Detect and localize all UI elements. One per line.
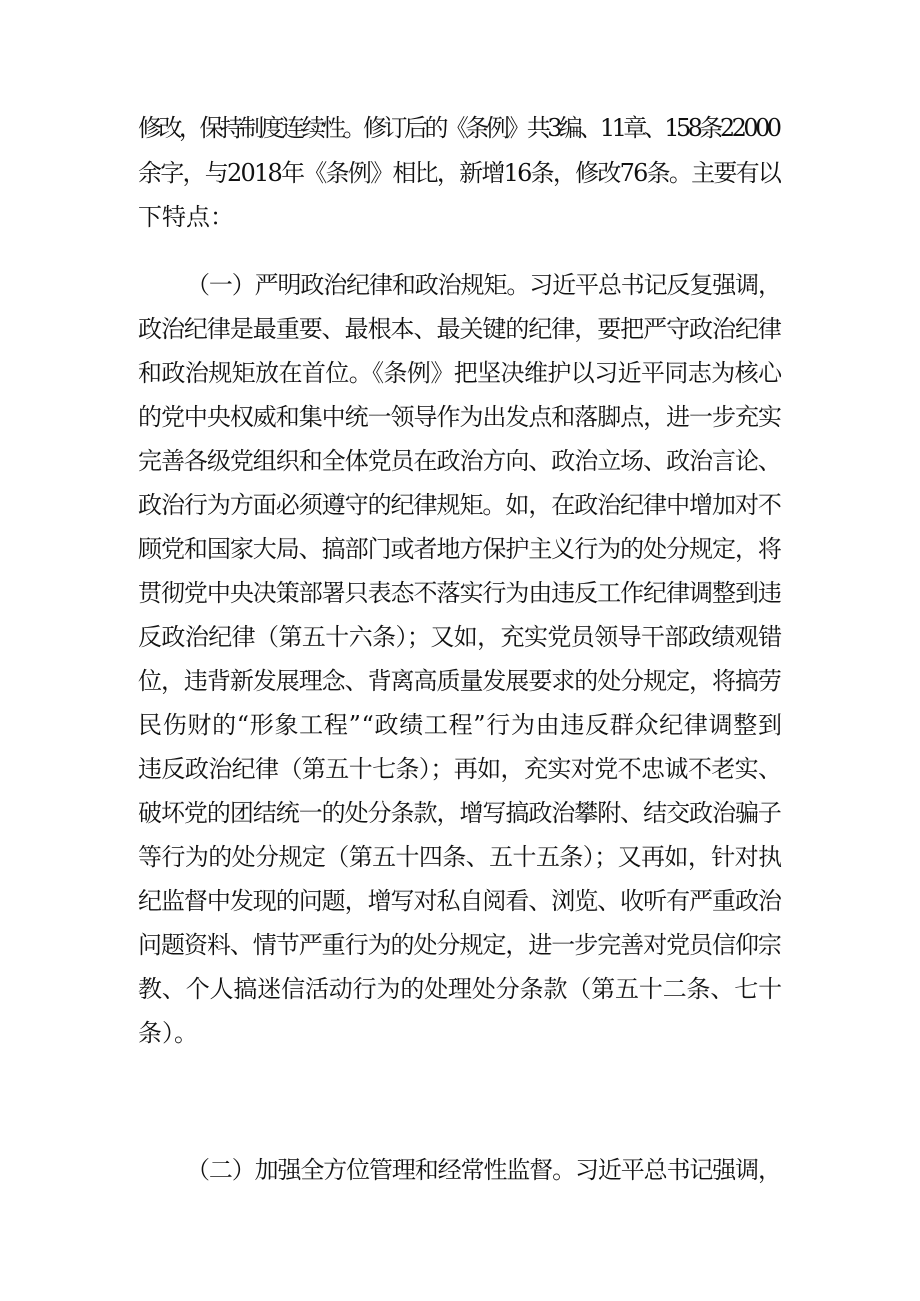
text-line-content: 和政治规矩放在首位。《条例》把坚决维护以习近平同志为核心 <box>138 359 782 387</box>
text-line-content: 破坏党的团结统一的处分条款，增写搞政治攀附、结交政治骗子 <box>138 799 781 827</box>
text-line <box>0 265 920 305</box>
text-line-content: 问题资料、情节严重行为的处分规定，进一步完善对党员信仰宗 <box>138 931 781 959</box>
text-line <box>0 108 920 148</box>
text-line-content: 教、个人搞迷信活动行为的处理处分条款（第五十二条、七十 <box>138 975 782 1003</box>
text-line <box>0 969 920 1009</box>
text-line-content: 政治纪律是最重要、最根本、最关键的纪律，要把严守政治纪律 <box>138 315 781 343</box>
text-line-content: 条）。 <box>138 1019 198 1047</box>
text-line-content: 纪监督中发现的问题，增写对私自阅看、浏览、收听有严重政治 <box>138 887 781 915</box>
text-line-content: 位，违背新发展理念、背离高质量发展要求的处分规定，将搞劳 <box>138 667 781 695</box>
text-line-content: 民伤财的“形象工程”“政绩工程”行为由违反群众纪律调整到 <box>138 711 783 739</box>
text-line-content: 违反政治纪律（第五十七条）；再如，充实对党不忠诚不老实、 <box>138 755 782 783</box>
text-line-content: 完善各级党组织和全体党员在政治方向、政治立场、政治言论、 <box>138 447 781 475</box>
text-line-content: 下特点： <box>138 203 234 231</box>
text-line <box>0 617 920 657</box>
text-line <box>0 881 920 921</box>
text-line-content: （二）加强全方位管理和经常性监督。习近平总书记强调， <box>186 1156 781 1184</box>
text-line-content: 修改，保持制度连续性。修订后的《条例》共3编、11章、158条22000 <box>138 114 779 142</box>
text-line <box>0 153 920 193</box>
text-line-content: 等行为的处分规定（第五十四条、五十五条）；又再如，针对执 <box>138 843 782 871</box>
text-line <box>0 925 920 965</box>
text-line-content: 政治行为方面必须遵守的纪律规矩。如，在政治纪律中增加对不 <box>138 491 781 519</box>
text-line <box>0 1150 920 1190</box>
text-line-content: 反政治纪律（第五十六条）；又如，充实党员领导干部政绩观错 <box>138 623 782 651</box>
text-line <box>0 529 920 569</box>
text-line <box>0 353 920 393</box>
text-line <box>0 309 920 349</box>
text-line <box>0 441 920 481</box>
text-line-content: 余字，与2018年《条例》相比，新增16条，修改76条。主要有以 <box>138 159 781 187</box>
text-line-content: 的党中央权威和集中统一领导作为出发点和落脚点，进一步充实 <box>138 403 781 431</box>
text-line-content: 顾党和国家大局、搞部门或者地方保护主义行为的处分规定，将 <box>138 535 781 563</box>
text-line <box>0 705 920 745</box>
text-line <box>0 749 920 789</box>
text-line <box>0 661 920 701</box>
text-line <box>0 793 920 833</box>
text-line <box>0 1013 920 1053</box>
text-line <box>0 485 920 525</box>
text-line <box>0 397 920 437</box>
text-line <box>0 837 920 877</box>
text-line <box>0 573 920 613</box>
text-line-content: （一）严明政治纪律和政治规矩。习近平总书记反复强调， <box>186 271 781 299</box>
text-line-content: 贯彻党中央决策部署只表态不落实行为由违反工作纪律调整到违 <box>138 579 781 607</box>
text-line <box>0 197 920 237</box>
